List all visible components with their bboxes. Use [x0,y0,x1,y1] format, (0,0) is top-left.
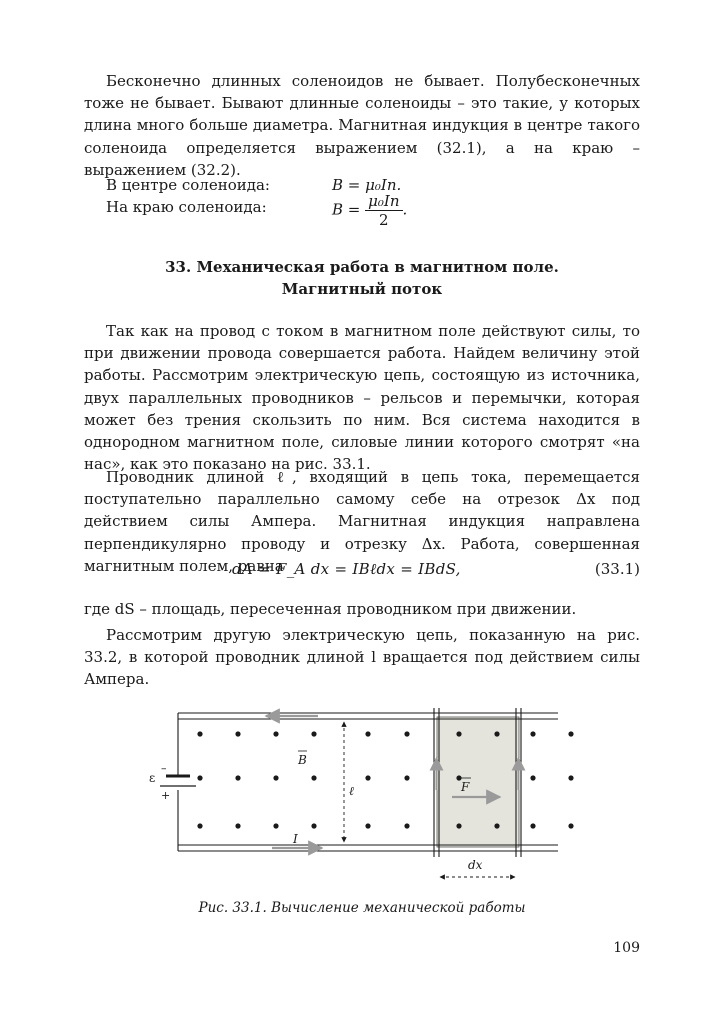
paragraph-3: где dS – площадь, пересеченная проводником при движении. [84,600,577,618]
label-I: I [293,832,298,846]
equation-number: (33.1) [594,560,640,578]
label-minus: – [161,762,167,775]
paragraph-1: Так как на провод с током в магнитном поле действуют силы, то при движении провода совершается работа. Найдем величину этой работы. Рассмотрим электрическую цепь, состоящую из источника, двух параллельных проводников – рельсов и перемычки, которая может без трения скользить по ним. Вся система находится в однородном магнитном поле, силовые линии которого смотрят «на нас», как это показано на рис. 33.1. [84,322,640,474]
label-emf: ε [149,771,156,785]
section-title-line1: 33. Механическая работа в магнитном поле. [165,258,559,276]
section-title-line2: Магнитный поток [281,280,443,298]
formula-center: B = μ₀In. [332,176,402,194]
page-number: 109 [613,940,640,956]
label-dx: dx [468,858,483,872]
paragraph-4: Рассмотрим другую электрическую цепь, показанную на рис. 33.2, в которой проводник длиной l вращается под действием силы Ампера. [84,626,640,689]
formula-center-label: В центре соленоида: [106,176,270,194]
figure-caption: Рис. 33.1. Вычисление механической работы [198,900,526,916]
label-B: B [298,753,307,767]
label-F: F [461,780,470,794]
intro-paragraph: Бесконечно длинных соленоидов не бывает. Полубесконечных тоже не бывает. Бывают длинные соленоиды – это такие, у которых длина много больше диаметра. Магнитная индукция в центре такого соленоида определяется выражением (32.1), а на краю – выражением (32.2). [84,72,640,179]
formula-edge-denominator: 2 [379,211,389,229]
equation-text: dA = F_A dx = IBℓdx = IBdS, [232,560,461,578]
label-l: ℓ [349,784,354,798]
formula-edge-lhs: B = [332,200,361,219]
battery-icon [160,776,196,786]
label-plus: + [161,789,171,802]
paragraph-2: Проводник длиной ℓ, входящий в цепь тока, перемещается поступательно параллельно самому себе на отрезок Δx под действием силы Ампера. Магнитная индукция направлена перпендикулярно проводу и отрезку Δx. Работа, совершенная магнитным полем, равна [84,468,640,575]
swept-area [437,717,519,847]
formula-edge-end: . [402,200,408,219]
formula-edge-numerator: μ₀In [365,192,402,211]
formula-edge-label: На краю соленоида: [106,198,267,216]
